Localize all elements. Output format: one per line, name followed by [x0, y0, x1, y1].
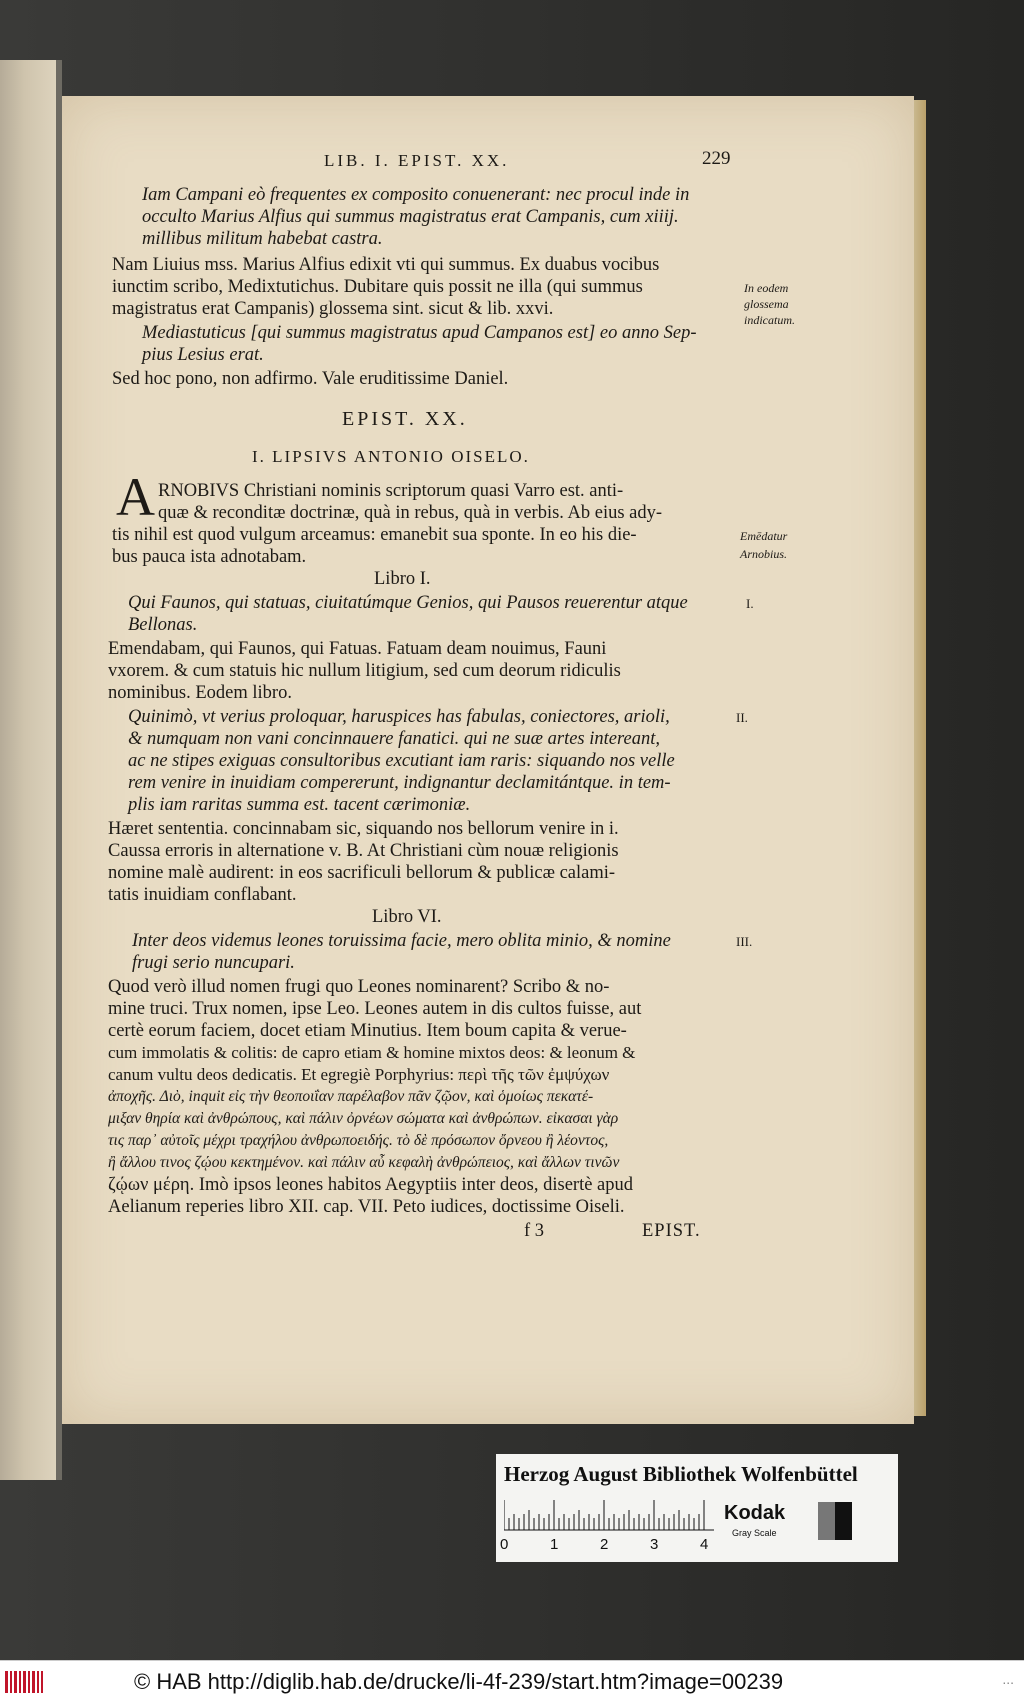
catchword: EPIST. [642, 1221, 701, 1241]
quote-line: frugi serio nuncupari. [132, 953, 295, 973]
more-menu[interactable]: ... [1002, 1671, 1014, 1687]
viewer-footer [0, 1660, 1024, 1702]
margin-note: Emēdatur [740, 529, 788, 543]
copyright-url[interactable]: © HAB http://diglib.hab.de/drucke/li-4f-239/start.htm?image=00239 [134, 1669, 784, 1694]
text-line: nominibus. Eodem libro. [108, 683, 292, 703]
text-line: bus pauca ista adnotabam. [112, 547, 307, 567]
margin-number: I. [746, 596, 754, 611]
section-heading: Libro VI. [372, 907, 442, 927]
ruler-number: 2 [600, 1536, 609, 1553]
text-line: cum immolatis & colitis: de capro etiam & homine mixtos deos: & leonum & [108, 1043, 636, 1062]
text-line: Quod verò illud nomen frugi quo Leones nominarent? Scribo & no- [108, 977, 610, 997]
text-line: Caussa erroris in alternatione v. B. At Christiani cùm nouæ religionis [108, 841, 619, 861]
ruler-number: 0 [500, 1536, 509, 1553]
greek-line: ἢ ἄλλου τινος ζῴου κεκτημένον. καὶ πάλιν αὖ κεφαλὴ ἀνθρώπειος, καὶ ἄλλων τινῶν [108, 1154, 620, 1171]
text-line: RNOBIVS Christiani nominis scriptorum quasi Varro est. anti- [158, 481, 624, 501]
text-line: mine truci. Trux nomen, ipse Leo. Leones autem in dis cultos fuisse, aut [108, 999, 642, 1019]
drop-cap: A [116, 467, 155, 527]
quote-line: rem venire in inuidiam compererunt, indignantur declamitántque. in tem- [128, 773, 671, 793]
gray-scale-label: Gray Scale [732, 1528, 777, 1538]
quote-line: pius Lesius erat. [142, 345, 264, 365]
ruler-number: 4 [700, 1536, 709, 1553]
page-number: 229 [702, 148, 731, 169]
text-line: ζῴων μέρη. Imò ipsos leones habitos Aegyptiis inter deos, disertè apud [108, 1175, 634, 1195]
text-line: vxorem. & cum statuis hic nullum litigium, sed cum deorum ridiculis [108, 661, 621, 681]
kodak-brand: Kodak [724, 1502, 786, 1524]
quote-line: Bellonas. [128, 615, 198, 635]
text-line: nomine malè audirent: in eos sacrificuli bellorum & publicæ calami- [108, 863, 616, 883]
text-line: Hæret sententia. concinnabam sic, siquando nos bellorum venire in i. [108, 819, 619, 839]
library-name: Herzog August Bibliothek Wolfenbüttel [504, 1462, 858, 1486]
text-line: Sed hoc pono, non adfirmo. Vale eruditissime Daniel. [112, 369, 509, 389]
text-line: quæ & reconditæ doctrinæ, quà in rebus, quà in verbis. Ab eius ady- [158, 503, 663, 523]
quote-line: occulto Marius Alfius qui summus magistratus erat Campanis, cum xiiij. [142, 207, 679, 227]
previous-page-edge [0, 60, 62, 1480]
text-line: iunctim scribo, Medixtutichus. Dubitare quis possit ne illa (qui summus [112, 277, 643, 297]
margin-note: glossema [744, 297, 789, 311]
library-color-target [496, 1454, 898, 1562]
margin-note: In eodem [744, 281, 789, 295]
ruler-number: 1 [550, 1536, 559, 1553]
salutation: I. LIPSIVS ANTONIO OISELO. [252, 447, 530, 466]
signature-mark: f 3 [524, 1221, 545, 1241]
text-line: magistratus erat Campanis) glossema sint. sicut & lib. xxvi. [112, 299, 554, 319]
quote-line: Inter deos videmus leones toruissima facie, mero oblita minio, & nomine [132, 931, 671, 951]
section-heading: Libro I. [374, 569, 431, 589]
book-page [62, 96, 914, 1424]
text-line: Emendabam, qui Faunos, qui Fatuas. Fatuam deam nouimus, Fauni [108, 639, 607, 659]
margin-number: II. [736, 710, 748, 725]
greek-line: ἀποχῆς. Διὸ, inquit εἰς τὴν θεοποιΐαν παρέλαβον πᾶν ζῷον, καὶ ὁμοίως πεκατέ- [108, 1088, 594, 1105]
text-line: canum vultu deos dedicatis. Et egregiè Porphyrius: περὶ τῆς τῶν ἐμψύχων [108, 1065, 610, 1084]
quote-line: plis iam raritas summa est. tacent cærimoniæ. [128, 795, 471, 815]
text-line: tis nihil est quod vulgum arceamus: emanebit sua sponte. In eo his die- [112, 525, 637, 545]
quote-line: ac ne stipes exiguas consultoribus excutiant iam raris: siquando nos velle [128, 751, 675, 771]
margin-number: III. [736, 934, 753, 949]
hab-logo-icon [4, 1669, 44, 1695]
gray-scale-swatch [818, 1502, 852, 1540]
page-fore-edge [914, 100, 926, 1416]
quote-line: Mediastuticus [qui summus magistratus apud Campanos est] eo anno Sep- [142, 323, 697, 343]
ruler-number: 3 [650, 1536, 659, 1553]
text-line: certè eorum faciem, docet etiam Minutius. Item boum capita & verue- [108, 1021, 627, 1041]
text-line: Nam Liuius mss. Marius Alfius edixit vti qui summus. Ex duabus vocibus [112, 255, 660, 275]
quote-line: Iam Campani eò frequentes ex composito conuenerant: nec procul inde in [142, 185, 690, 205]
quote-line: Quinimò, vt verius proloquar, haruspices has fabulas, coniectores, arioli, [128, 707, 670, 727]
text-line: tatis inuidiam conflabant. [108, 885, 297, 905]
margin-note: indicatum. [744, 313, 795, 327]
greek-line: μιξαν θηρία καὶ ἀνθρώπους, καὶ πάλιν ὀρνέων σώματα καὶ ἀνθρώπων. εἰκασαι γὰρ [108, 1110, 619, 1127]
text-line: Aelianum reperies libro XII. cap. VII. Peto iudices, doctissime Oiseli. [108, 1197, 625, 1217]
greek-line: τις παρ᾽ αὐτοῖς μέχρι τραχήλου ἀνθρωποειδής. τὸ δὲ πρόσωπον ὄρνεου ἢ λέοντος, [108, 1132, 609, 1149]
quote-line: millibus militum habebat castra. [142, 229, 383, 249]
scale-ruler [504, 1500, 714, 1534]
margin-note: Arnobius. [740, 547, 788, 561]
quote-line: & numquam non vani concinnauere fanatici. qui ne suæ artes intereant, [128, 729, 660, 749]
epist-heading: EPIST. XX. [342, 408, 468, 430]
quote-line: Qui Faunos, qui statuas, ciuitatúmque Genios, qui Pausos reuerentur atque [128, 593, 688, 613]
running-title: LIB. I. EPIST. XX. [324, 151, 510, 170]
